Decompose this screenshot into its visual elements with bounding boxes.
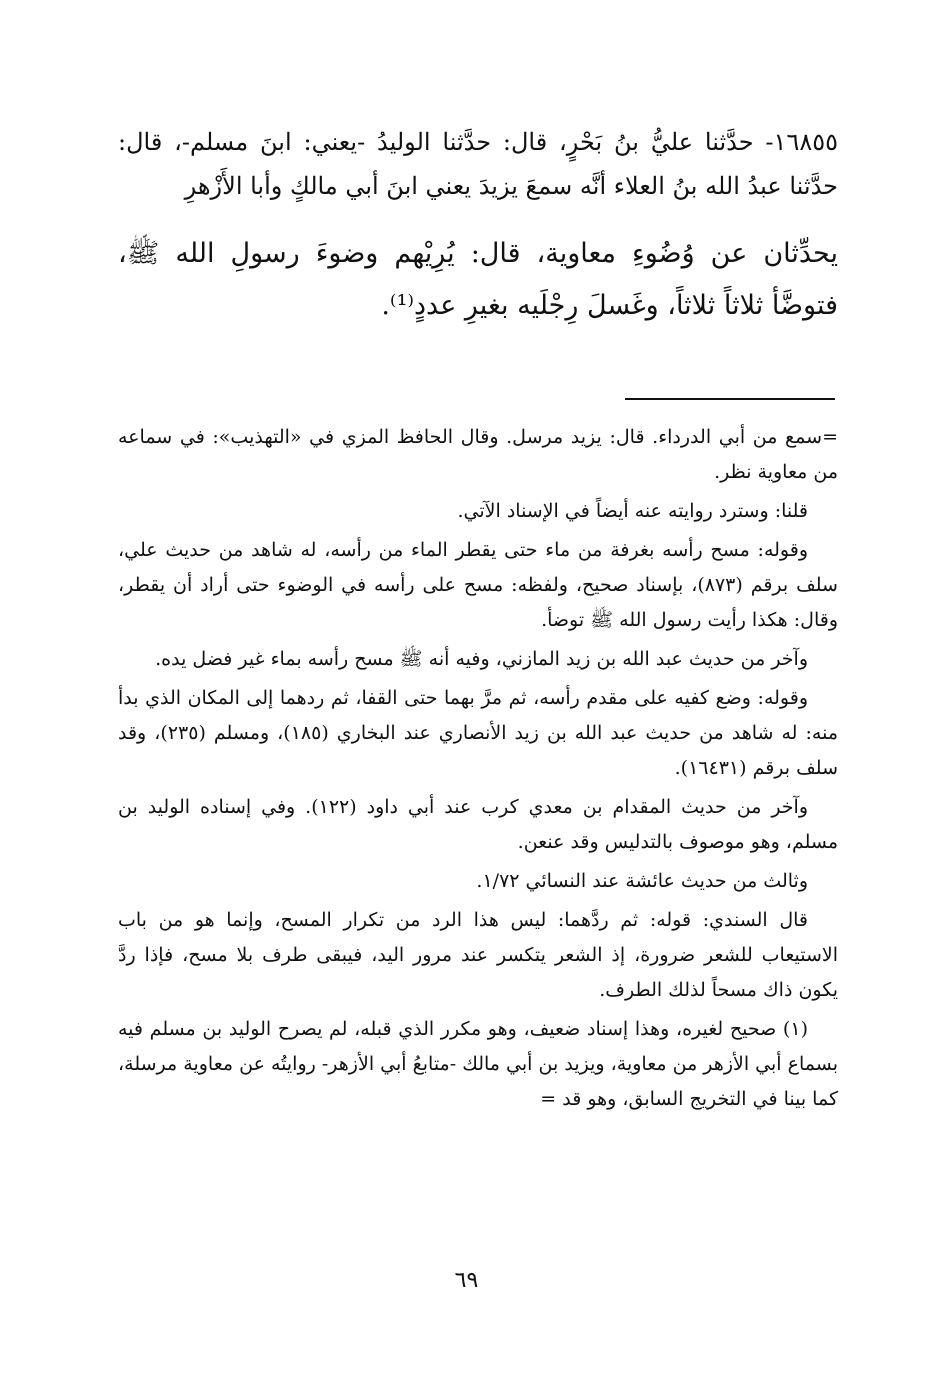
hadith-matn: يحدِّثان عن وُضُوءِ معاوية، قال: يُرِيْهم وضوءَ رسولِ الله ﷺ، فتوضَّأ ثلاثاً ثلاثاً، وغَسلَ رِجْلَيه بغيرِ عددٍ⁽¹⁾. — [118, 238, 838, 321]
footnote-paragraph: وآخر من حديث المقدام بن معدي كرب عند أبي داود (١٢٢). وفي إسناده الوليد بن مسلم، وهو موصوف بالتدليس وقد عنعن. — [118, 796, 838, 853]
page-number: ٦٩ — [454, 1268, 479, 1293]
hadith-isnad: ١٦٨٥٥- حدَّثنا عليُّ بنُ بَحْرٍ، قال: حدَّثنا الوليدُ -يعني: ابنَ مسلم-، قال: حدَّثنا عبدُ الله بنُ العلاء أنَّه سمعَ يزيدَ يعني ابنَ أبي مالكٍ وأبا الأَزْهرِ — [118, 128, 838, 200]
footnote-separator — [625, 398, 835, 400]
footnote-paragraph: وثالث من حديث عائشة عند النسائي ١/٧٢. — [476, 870, 808, 892]
footnote-paragraph: قلنا: وسترد روايته عنه أيضاً في الإسناد الآتي. — [457, 500, 808, 522]
footnote-paragraph: قال السندي: قوله: ثم ردَّهما: ليس هذا الرد من تكرار المسح، وإنما هو من باب الاستيعاب للشعر ضرورة، إذ الشعر يتكسر عند مرور اليد، فيبقى طرف بلا مسح، فإذا ردَّ يكون ذاك مسحاً لذلك الطرف. — [118, 909, 838, 1001]
footnote-paragraph: وآخر من حديث عبد الله بن زيد المازني، وفيه أنه ﷺ مسح رأسه بماء غير فضل يده. — [155, 648, 808, 670]
hadith-text — [118, 120, 838, 352]
footnote-paragraph: وقوله: مسح رأسه بغرفة من ماء حتى يقطر الماء من رأسه، له شاهد من حديث علي، سلف برقم (٨٧٣)، بإسناد صحيح، ولفظه: مسح على رأسه في الوضوء حتى أراد أن يقطر، وقال: هكذا رأيت رسول الله ﷺ توضأ. — [118, 539, 838, 631]
footnote-paragraph: =سمع من أبي الدرداء. قال: يزيد مرسل. وقال الحافظ المزي في «التهذيب»: في سماعه من معاوية نظر. — [118, 426, 838, 483]
footnote-paragraph: وقوله: وضع كفيه على مقدم رأسه، ثم مرَّ بهما حتى القفا، ثم ردهما إلى المكان الذي بدأ منه: له شاهد من حديث عبد الله بن زيد الأنصاري عند البخاري (١٨٥)، ومسلم (٢٣٥)، وقد سلف برقم (١٦٤٣١). — [118, 687, 838, 779]
footnote-paragraph: (١) صحيح لغيره، وهذا إسناد ضعيف، وهو مكرر الذي قبله، لم يصرح الوليد بن مسلم فيه بسماع أبي الأزهر من معاوية، ويزيد بن أبي مالك -متابعُ أبي الأزهر- روايتُه عن معاوية مرسلة، كما بينا في التخريج السابق، وهو قد = — [118, 1018, 838, 1110]
footnotes — [118, 420, 838, 1121]
